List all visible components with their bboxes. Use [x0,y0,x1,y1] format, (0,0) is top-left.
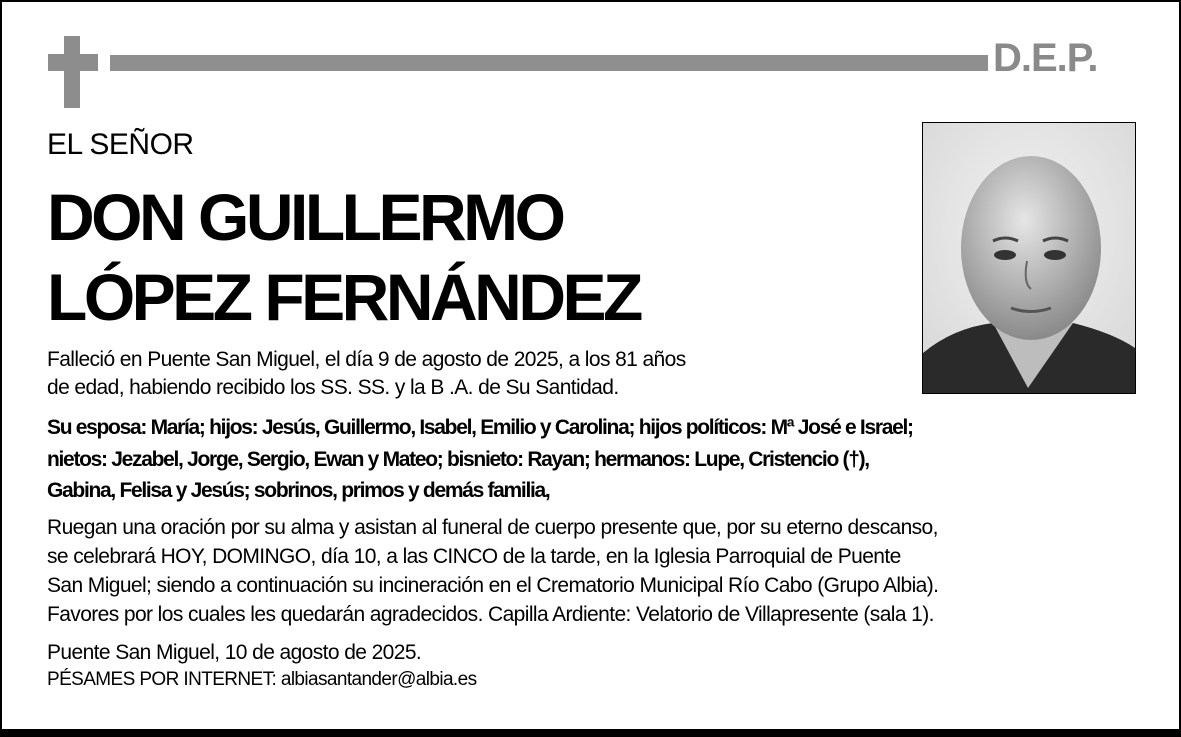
funeral-line: San Miguel; siendo a continuación su incineración en el Crematorio Municipal Río Cabo (Grupo Albia). [47,574,939,597]
death-text-line: de edad, habiendo recibido los SS. SS. y la B .A. de Su Santidad. [47,376,619,399]
header-rule [110,55,988,71]
cross-icon-arm [48,54,98,71]
dep-label: D.E.P. [993,36,1098,80]
family-line: Su esposa: María; hijos: Jesús, Guillermo, Isabel, Emilio y Carolina; hijos políticos: Mª José e Israel; [47,416,913,439]
deceased-name-line-1: DON GUILLERMO [47,180,563,254]
deceased-name-line-2: LÓPEZ FERNÁNDEZ [47,260,640,334]
cross-icon [64,36,80,108]
family-line: Gabina, Felisa y Jesús; sobrinos, primos y demás familia, [47,479,550,502]
condolences-email: PÉSAMES POR INTERNET: albiasantander@albia.es [47,669,477,690]
portrait-photo [922,122,1136,394]
funeral-line: Ruegan una oración por su alma y asistan al funeral de cuerpo presente que, por su eterno descanso, [47,516,938,539]
funeral-line: Favores por los cuales les quedarán agradecidos. Capilla Ardiente: Velatorio de Villapresente (sala 1). [47,603,934,626]
funeral-line: se celebrará HOY, DOMINGO, día 10, a las CINCO de la tarde, en la Iglesia Parroquial de Puente [47,545,901,568]
family-line: nietos: Jezabel, Jorge, Sergio, Ewan y Mateo; bisnieto: Rayan; hermanos: Lupe, Cristencio (†), [47,448,869,471]
death-text-line: Falleció en Puente San Miguel, el día 9 de agosto de 2025, a los 81 años [47,348,686,371]
place-date: Puente San Miguel, 10 de agosto de 2025. [47,641,422,664]
intro-title: EL SEÑOR [47,128,194,161]
